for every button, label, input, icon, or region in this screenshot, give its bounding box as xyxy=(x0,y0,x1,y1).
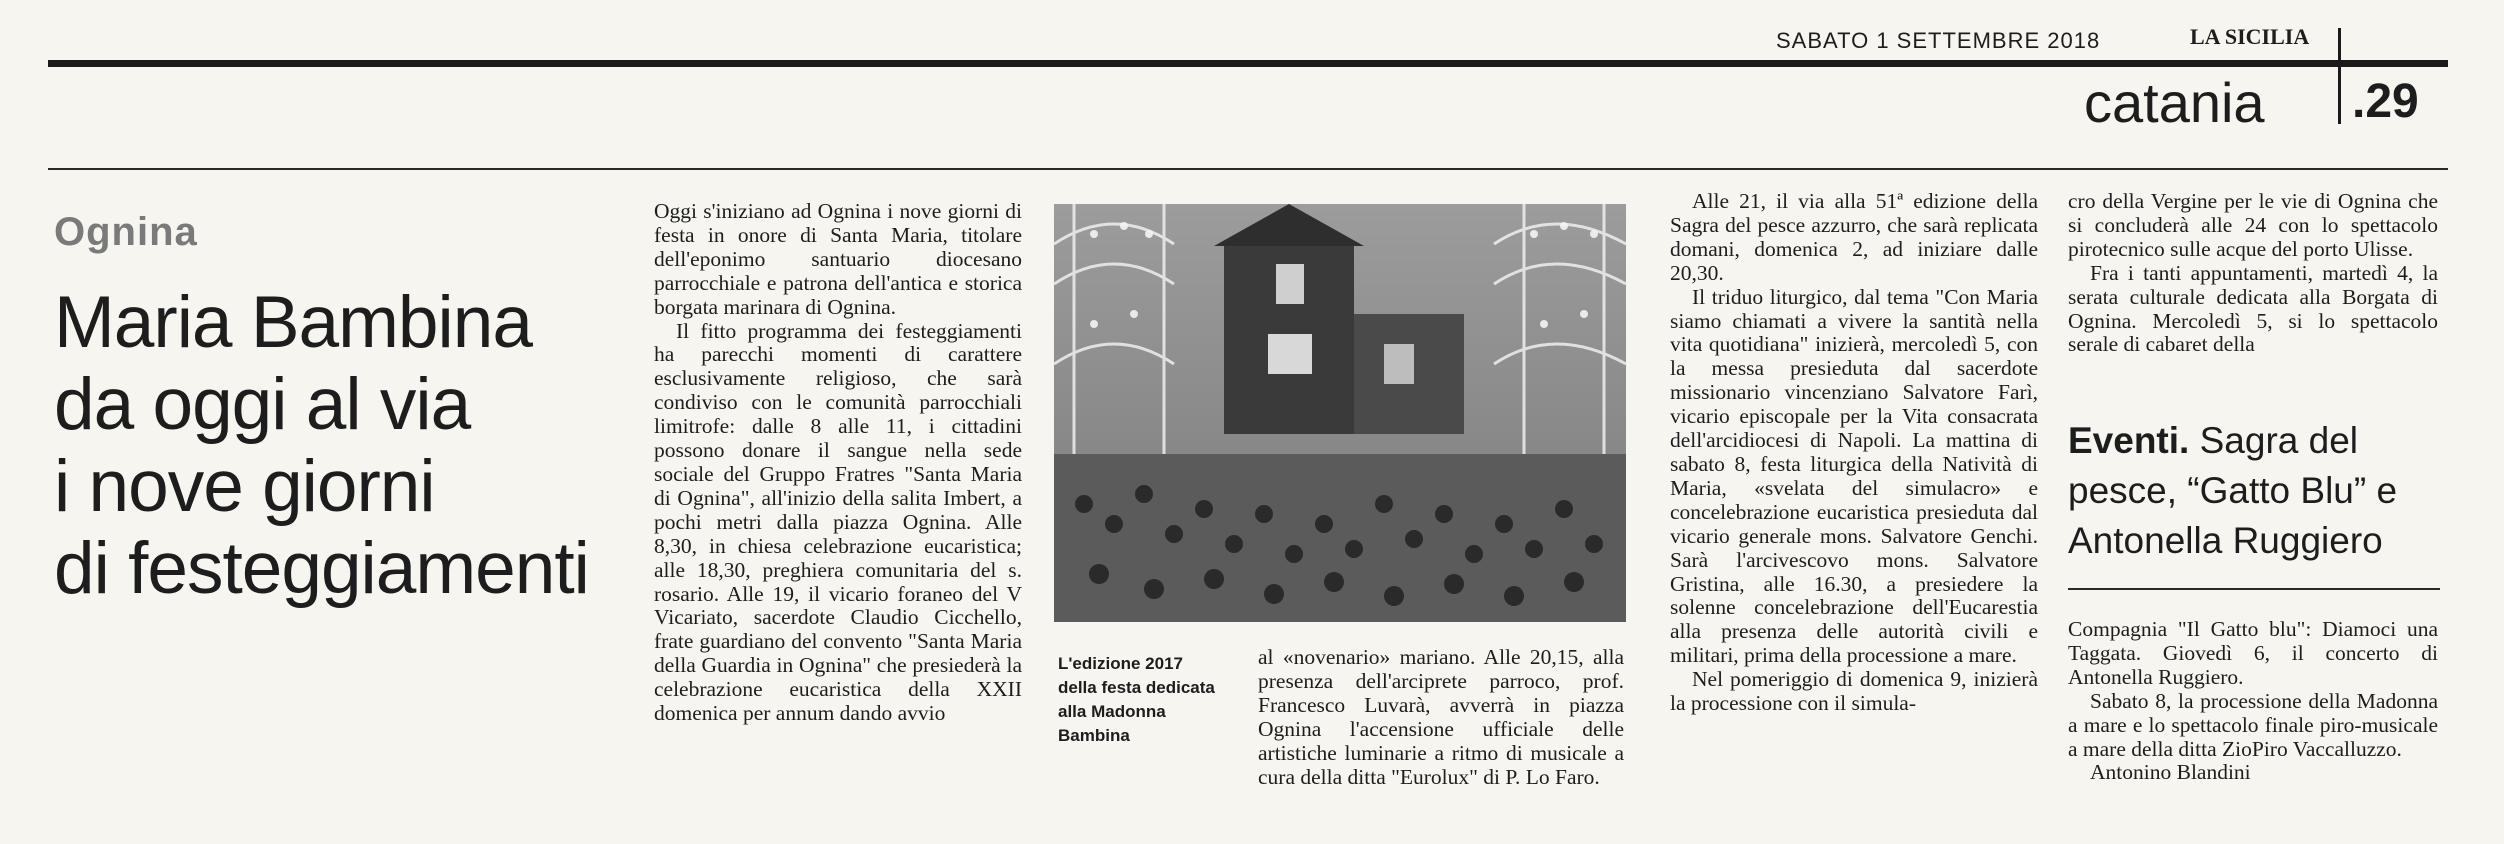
events-column xyxy=(2068,618,2438,785)
paragraph: al «novenario» mariano. Alle 20,15, alla presenza dell'arciprete parroco, prof. Francesco Luvarà, avverrà in piazza Ognina l'accensione ufficiale delle artistiche luminarie a ritmo di musicale a cura della ditta "Eurolux" di P. Lo Faro. xyxy=(1258,645,1624,789)
events-box xyxy=(2068,416,2438,566)
paragraph: Sabato 8, la processione della Madonna a mare e lo spettacolo finale piro-musicale a mare della ditta ZioPiro Vaccalluzzo. xyxy=(2068,688,2438,761)
headline-line: di festeggiamenti xyxy=(54,528,589,609)
events-title xyxy=(2068,416,2438,566)
article-author: Antonino Blandini xyxy=(2090,760,2251,785)
article-column-1 xyxy=(654,200,1022,726)
newspaper-name: LA SICILIA xyxy=(2190,24,2310,49)
dateline: SABATO 1 SETTEMBRE 2018 xyxy=(1776,28,2101,53)
festival-photo xyxy=(1054,204,1626,622)
events-rule xyxy=(2068,588,2440,590)
section-name: catania xyxy=(2084,71,2265,134)
article-column-3 xyxy=(1258,646,1624,789)
header-vertical-rule xyxy=(2338,28,2341,124)
paragraph: Oggi s'iniziano ad Ognina i nove giorni di festa in onore di Santa Maria, titolare dell'eponimo santuario diocesano parrocchiale e patrona dell'antica e storica borgata marinara di Ognina. xyxy=(654,199,1022,319)
events-kicker: Eventi. xyxy=(2068,420,2190,461)
paragraph: Compagnia "Il Gatto blu": Diamoci una Taggata. Giovedì 6, il concerto di Antonella Ruggiero. xyxy=(2068,617,2438,689)
headline-line: da oggi al via xyxy=(54,364,471,445)
section-rule xyxy=(48,168,2448,170)
festival-photo-image xyxy=(1054,204,1626,622)
paragraph: Nel pomeriggio di domenica 9, inizierà la processione con il simula- xyxy=(1670,667,2038,716)
paragraph: Il triduo liturgico, dal tema "Con Maria siamo chiamati a vivere la santità nella vita quotidiana" inizierà, mercoledì 5, con la messa presieduta dal sacerdote missionario vincenziano Salvatore Farì, vicario episcopale per la Vita consacrata dell'arcidiocesi di Napoli. La mattina di sabato 8, festa liturgica della Natività di Maria, «svelata del simulacro» e concelebrazione eucaristica presieduta dal vicario generale mons. Salvatore Genchi. Sarà l'arcivescovo mons. Salvatore Gristina, alle 16.30, a presiedere la solenne concelebrazione dell'Eucarestia alla presenza delle autorità civili e militari, prima della processione a mare. xyxy=(1670,284,2038,668)
article-kicker: Ognina xyxy=(54,210,198,254)
article-column-4 xyxy=(1670,190,2038,716)
paragraph: cro della Vergine per le vie di Ognina che si concluderà alle 24 con lo spettacolo pirotecnico sulle acque del porto Ulisse. xyxy=(2068,189,2438,261)
page-number: .29 xyxy=(2352,75,2419,128)
events-heading: Sagra del pesce, “Gatto Blu” e Antonella Ruggiero xyxy=(2068,420,2398,561)
article-column-5 xyxy=(2068,190,2438,357)
header-rule xyxy=(48,60,2448,67)
headline-line: Maria Bambina xyxy=(54,282,532,363)
paragraph: Fra i tanti appuntamenti, martedì 4, la serata culturale dedicata alla Borgata di Ognina. Mercoledì 5, si lo spettacolo serale di cabaret della xyxy=(2068,260,2438,357)
headline-line: i nove giorni xyxy=(54,446,435,527)
article-headline xyxy=(54,282,654,610)
photo-caption: L'edizione 2017 della festa dedicata alla Madonna Bambina xyxy=(1058,654,1215,745)
paragraph: Alle 21, il via alla 51ª edizione della Sagra del pesce azzurro, che sarà replicata domani, domenica 2, ad iniziare dalle 20,30. xyxy=(1670,189,2038,285)
paragraph: Il fitto programma dei festeggiamenti ha parecchi momenti di carattere esclusivamente religioso, che sarà condiviso con le comunità parrocchiali limitrofe: dalle 8 alle 11, i cittadini possono donare il sangue nella sede sociale del Gruppo Fratres "Santa Maria di Ognina", all'inizio della salita Imbert, a pochi metri dalla piazza Ognina. Alle 8,30, in chiesa celebrazione eucaristica; alle 18,30, preghiera comunitaria del s. rosario. Alle 19, il vicario foraneo del V Vicariato, sacerdote Claudio Cicchello, frate guardiano del convento "Santa Maria della Guardia in Ognina" che presiederà la celebrazione eucaristica della XXII domenica per annum dando avvio xyxy=(654,318,1022,726)
